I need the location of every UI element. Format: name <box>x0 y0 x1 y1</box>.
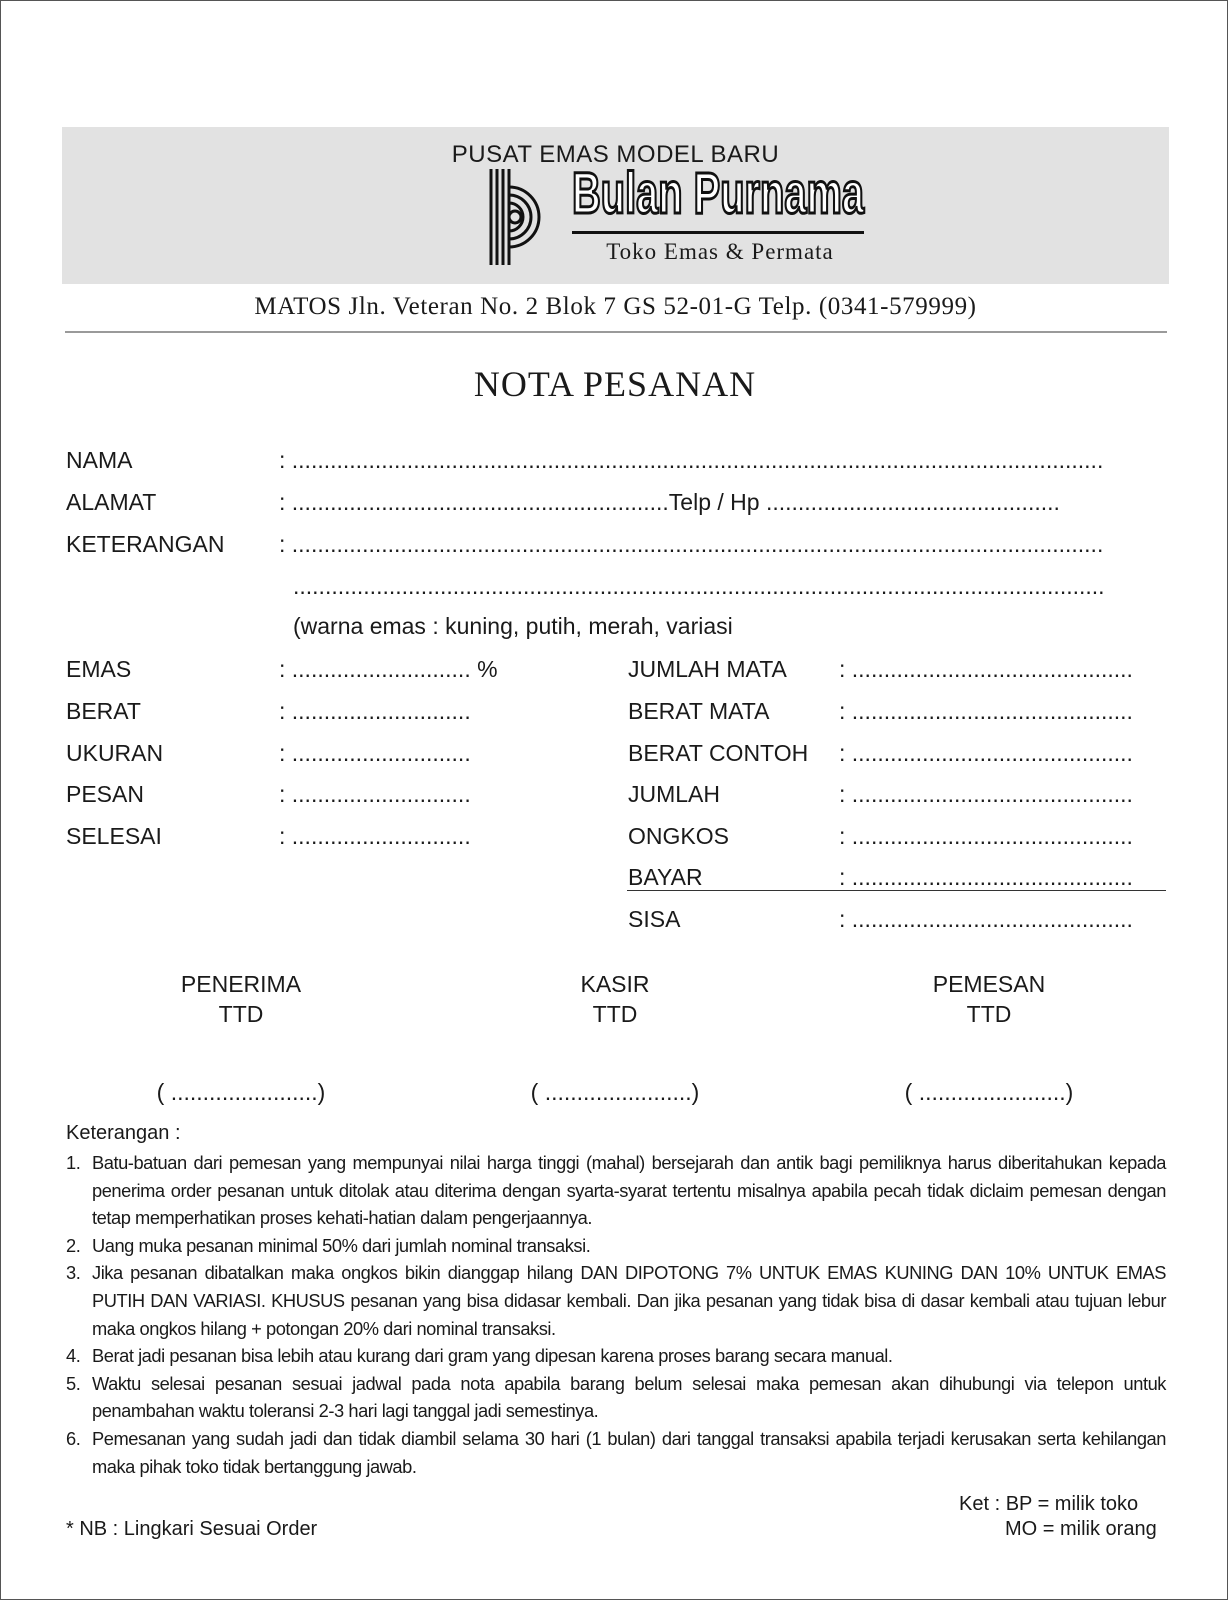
note-number: 3. <box>66 1262 81 1284</box>
signature-role: PENERIMA <box>180 971 302 997</box>
bayar-field[interactable]: : ............................................ <box>839 864 1133 890</box>
signature-ttd: TTD <box>592 1001 638 1027</box>
signature-pemesan <box>889 969 1089 1029</box>
note-text: Uang muka pesanan minimal 50% dari jumlah nominal transaksi. <box>92 1234 591 1256</box>
jumlah-mata-field[interactable]: : ............................................ <box>839 656 1133 682</box>
note-text: Jika pesanan dibatalkan maka ongkos bikin dianggap hilang DAN DIPOTONG 7% UNTUK EMAS KUNING DAN 10% UNTUK EMAS PUTIH DAN VARIASI. KHUSUS pesanan yang bisa didasar kembali. Dan jika pesanan yang tidak bisa di dasar kembali atau tujuan lebur maka ongkos hilang + potongan 20% dari nominal transaksi. <box>92 1262 1166 1339</box>
notes-heading: Keterangan : <box>66 1122 181 1144</box>
jumlah-label: JUMLAH <box>628 781 721 807</box>
note-text: Batu-batuan dari pemesan yang mempunyai nilai harga tinggi (mahal) bersejarah dan antik bagi pemiliknya harus diberitahukan kepada penerima order pesanan untuk ditolak atau diterima dengan syarta-syarat tertentu misalnya apabila pecah tidak diclaim pemesan dengan tetap memperhatikan proses kehati-hatian dalam pengerjaannya. <box>92 1152 1166 1229</box>
signature-line-kasir[interactable]: ( .......................) <box>530 1079 700 1105</box>
ukuran-field[interactable]: : ............................ <box>279 740 471 766</box>
note-item <box>66 1370 1166 1425</box>
header-divider <box>65 331 1167 333</box>
signature-line-penerima[interactable]: ( .......................) <box>156 1079 326 1105</box>
alamat-label: ALAMAT <box>66 489 157 515</box>
berat-contoh-label: BERAT CONTOH <box>628 740 809 766</box>
selesai-field[interactable]: : ............................ <box>279 823 471 849</box>
signature-line-pemesan[interactable]: ( .......................) <box>904 1079 1074 1105</box>
pesan-label: PESAN <box>66 781 144 807</box>
jumlah-mata-label: JUMLAH MATA <box>628 656 787 682</box>
note-text: Pemesanan yang sudah jadi dan tidak diambil selama 30 hari (1 bulan) dari tanggal transaksi apabila terjadi kerusakan serta kehilangan maka pihak toko tidak bertanggung jawab. <box>92 1427 1166 1477</box>
header-tagline: PUSAT EMAS MODEL BARU <box>451 141 780 168</box>
berat-label: BERAT <box>66 698 141 724</box>
selesai-label: SELESAI <box>66 823 162 849</box>
keterangan-field-line-2[interactable]: ............................................................................................................................... <box>293 573 1105 599</box>
ongkos-label: ONGKOS <box>628 823 729 849</box>
bp-logo-icon <box>487 169 563 265</box>
nama-label: NAMA <box>66 447 133 473</box>
legend-bp: Ket : BP = milik toko <box>959 1493 1139 1515</box>
note-number: 1. <box>66 1152 81 1173</box>
signature-ttd: TTD <box>966 1001 1012 1027</box>
sisa-label: SISA <box>628 906 681 932</box>
jumlah-field[interactable]: : ............................................ <box>839 781 1133 807</box>
nama-field[interactable]: : ............................................................................................................................... <box>279 447 1104 473</box>
note-item <box>66 1232 1166 1260</box>
header-subtitle: Toko Emas & Permata <box>606 239 834 264</box>
ukuran-label: UKURAN <box>66 740 164 766</box>
note-item <box>66 1259 1166 1342</box>
note-number: 4. <box>66 1345 81 1367</box>
ongkos-field[interactable]: : ............................................ <box>839 823 1133 849</box>
store-address: MATOS Jln. Veteran No. 2 Blok 7 GS 52-01-G Telp. (0341-579999) <box>254 293 977 320</box>
signature-penerima <box>141 969 341 1029</box>
berat-mata-field[interactable]: : ............................................ <box>839 698 1133 724</box>
alamat-telp-field[interactable]: : ...........................................................Telp / Hp .............................................. <box>279 489 1060 515</box>
brand-underline <box>572 231 864 234</box>
legend-mo: MO = milik orang <box>1005 1518 1157 1540</box>
header-band <box>62 127 1169 284</box>
svg-text:Bulan Purnama: Bulan Purnama <box>572 161 865 226</box>
note-number: 5. <box>66 1372 81 1394</box>
bayar-label: BAYAR <box>628 864 703 890</box>
note-item <box>66 1149 1166 1232</box>
signature-kasir <box>515 969 715 1029</box>
note-number: 6. <box>66 1427 81 1449</box>
berat-mata-label: BERAT MATA <box>628 698 770 724</box>
emas-label: EMAS <box>66 656 132 682</box>
signature-ttd: TTD <box>218 1001 264 1027</box>
note-item <box>66 1425 1166 1480</box>
note-item <box>66 1342 1166 1370</box>
note-text: Berat jadi pesanan bisa lebih atau kurang dari gram yang dipesan karena proses barang secara manual. <box>92 1345 893 1367</box>
sisa-field[interactable]: : ............................................ <box>839 906 1133 932</box>
keterangan-label: KETERANGAN <box>66 531 225 557</box>
note-text: Waktu selesai pesanan sesuai jadwal pada nota apabila barang belum selesai maka pemesan akan dihubungi via telepon untuk penambahan waktu toleransi 2-3 hari lagi tanggal jadi semestinya. <box>92 1372 1166 1422</box>
gold-color-note: (warna emas : kuning, putih, merah, variasi <box>293 613 733 639</box>
notes-list <box>66 1149 1166 1480</box>
document-title: NOTA PESANAN <box>473 364 757 404</box>
emas-field[interactable]: : ............................ % <box>279 656 498 682</box>
berat-contoh-field[interactable]: : ............................................ <box>839 740 1133 766</box>
note-number: 2. <box>66 1234 81 1256</box>
nb-note: * NB : Lingkari Sesuai Order <box>66 1518 318 1540</box>
subtotal-divider <box>627 890 1166 891</box>
signature-role: PEMESAN <box>932 971 1046 997</box>
berat-field[interactable]: : ............................ <box>279 698 471 724</box>
signature-role: KASIR <box>580 971 650 997</box>
keterangan-field-line-1[interactable]: : ............................................................................................................................... <box>279 531 1104 557</box>
pesan-field[interactable]: : ............................ <box>279 781 471 807</box>
brand-name-logotype <box>572 163 868 225</box>
